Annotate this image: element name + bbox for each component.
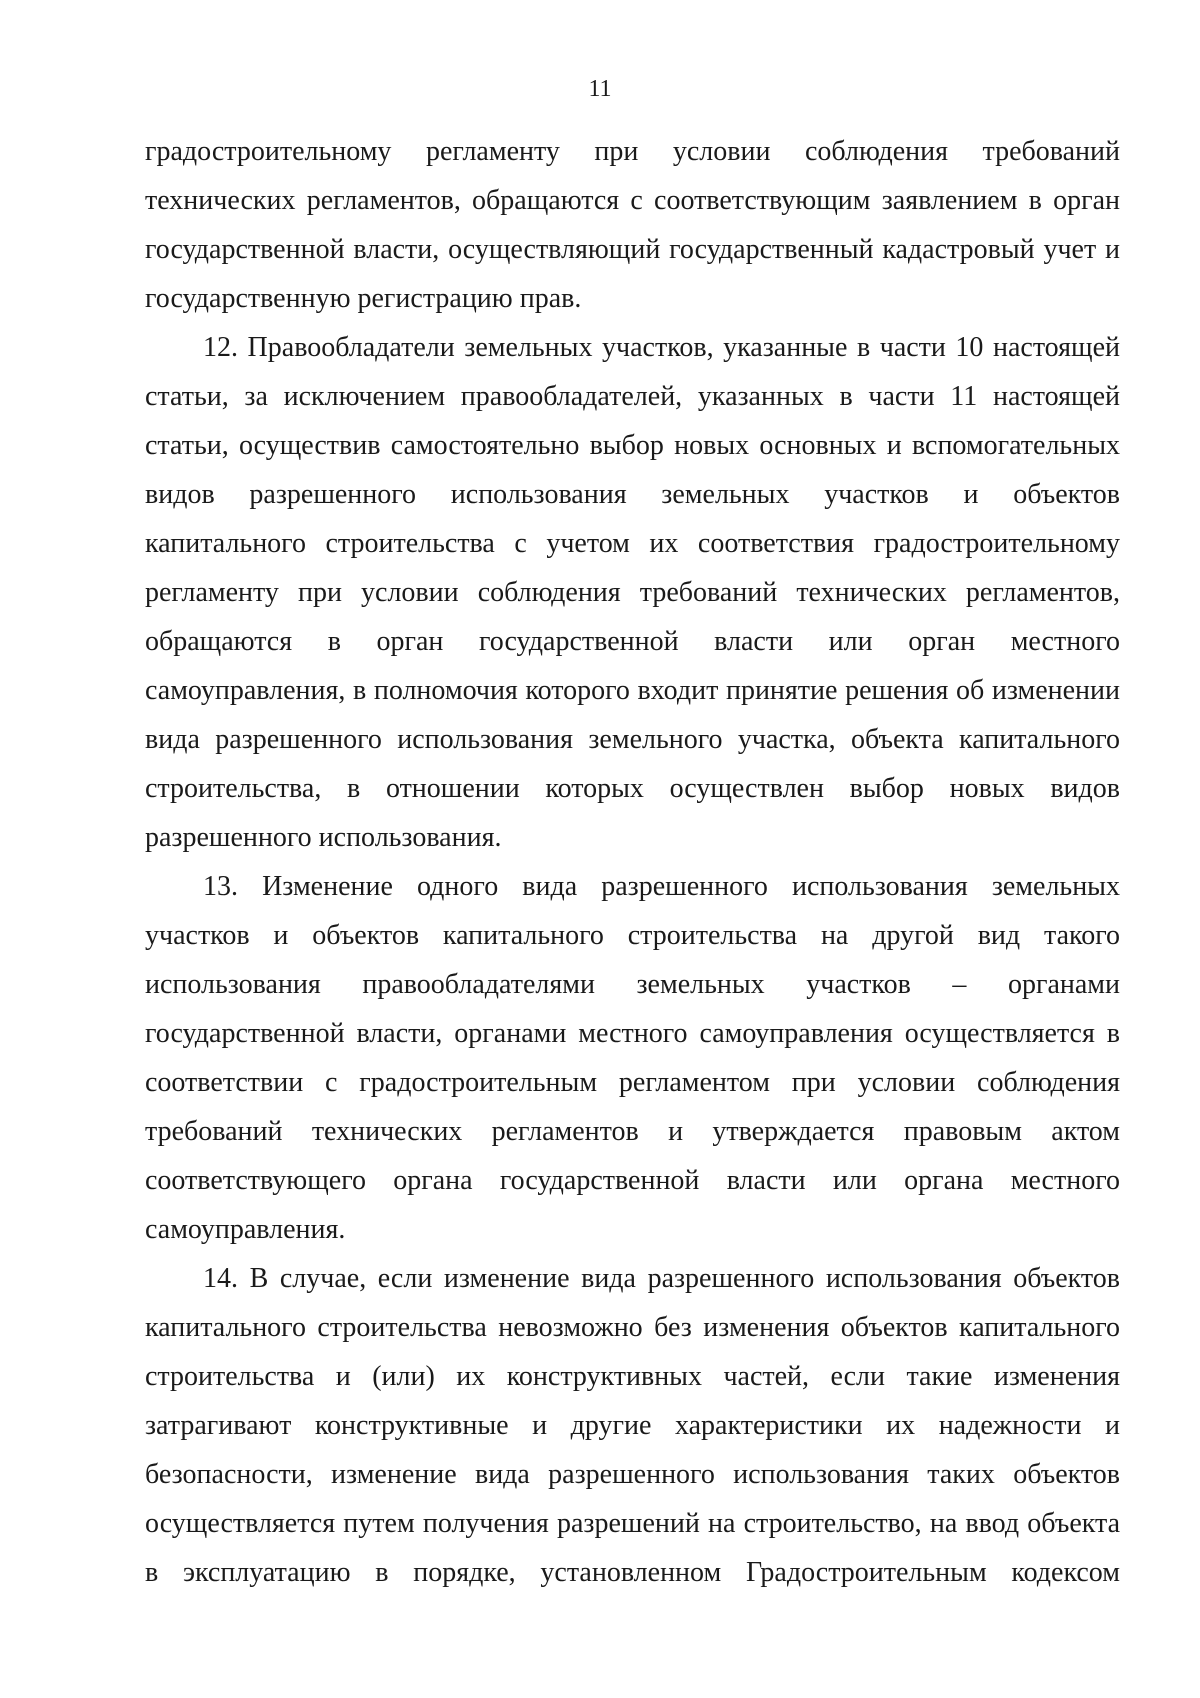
page-number: 11 — [588, 76, 612, 102]
paragraph-13: 13. Изменение одного вида разрешенного использования земельных участков и объектов капитального строительства на другой вид такого использования правообладателями земельных участков – органами государственной власти, органами местного самоуправления осуществляется в соответствии с градостроительным регламентом при условии соблюдения требований технических регламентов и утверждается правовым актом соответствующего органа государственной власти или органа местного самоуправления. — [145, 871, 1120, 1245]
paragraph-continued: градостроительному регламенту при условии соблюдения требований технических регламентов, обращаются с соответствующим заявлением в орган государственной власти, осуществляющий государственный кадастровый учет и государственную регистрацию прав. — [145, 136, 1120, 314]
paragraph-14: 14. В случае, если изменение вида разрешенного использования объектов капитального строительства невозможно без изменения объектов капитального строительства и (или) их конструктивных частей, если такие изменения затрагивают конструктивные и другие характеристики их надежности и безопасности, изменение вида разрешенного использования таких объектов осуществляется путем получения разрешений на строительство, на ввод объекта в эксплуатацию в порядке, установленном Градостроительным кодексом — [145, 1263, 1120, 1588]
page-body — [145, 127, 1120, 1597]
paragraph-12: 12. Правообладатели земельных участков, указанные в части 10 настоящей статьи, за исключением правообладателей, указанных в части 11 настоящей статьи, осуществив самостоятельно выбор новых основных и вспомогательных видов разрешенного использования земельных участков и объектов капитального строительства с учетом их соответствия градостроительному регламенту при условии соблюдения требований технических регламентов, обращаются в орган государственной власти или орган местного самоуправления, в полномочия которого входит принятие решения об изменении вида разрешенного использования земельного участка, объекта капитального строительства, в отношении которых осуществлен выбор новых видов разрешенного использования. — [145, 332, 1120, 853]
